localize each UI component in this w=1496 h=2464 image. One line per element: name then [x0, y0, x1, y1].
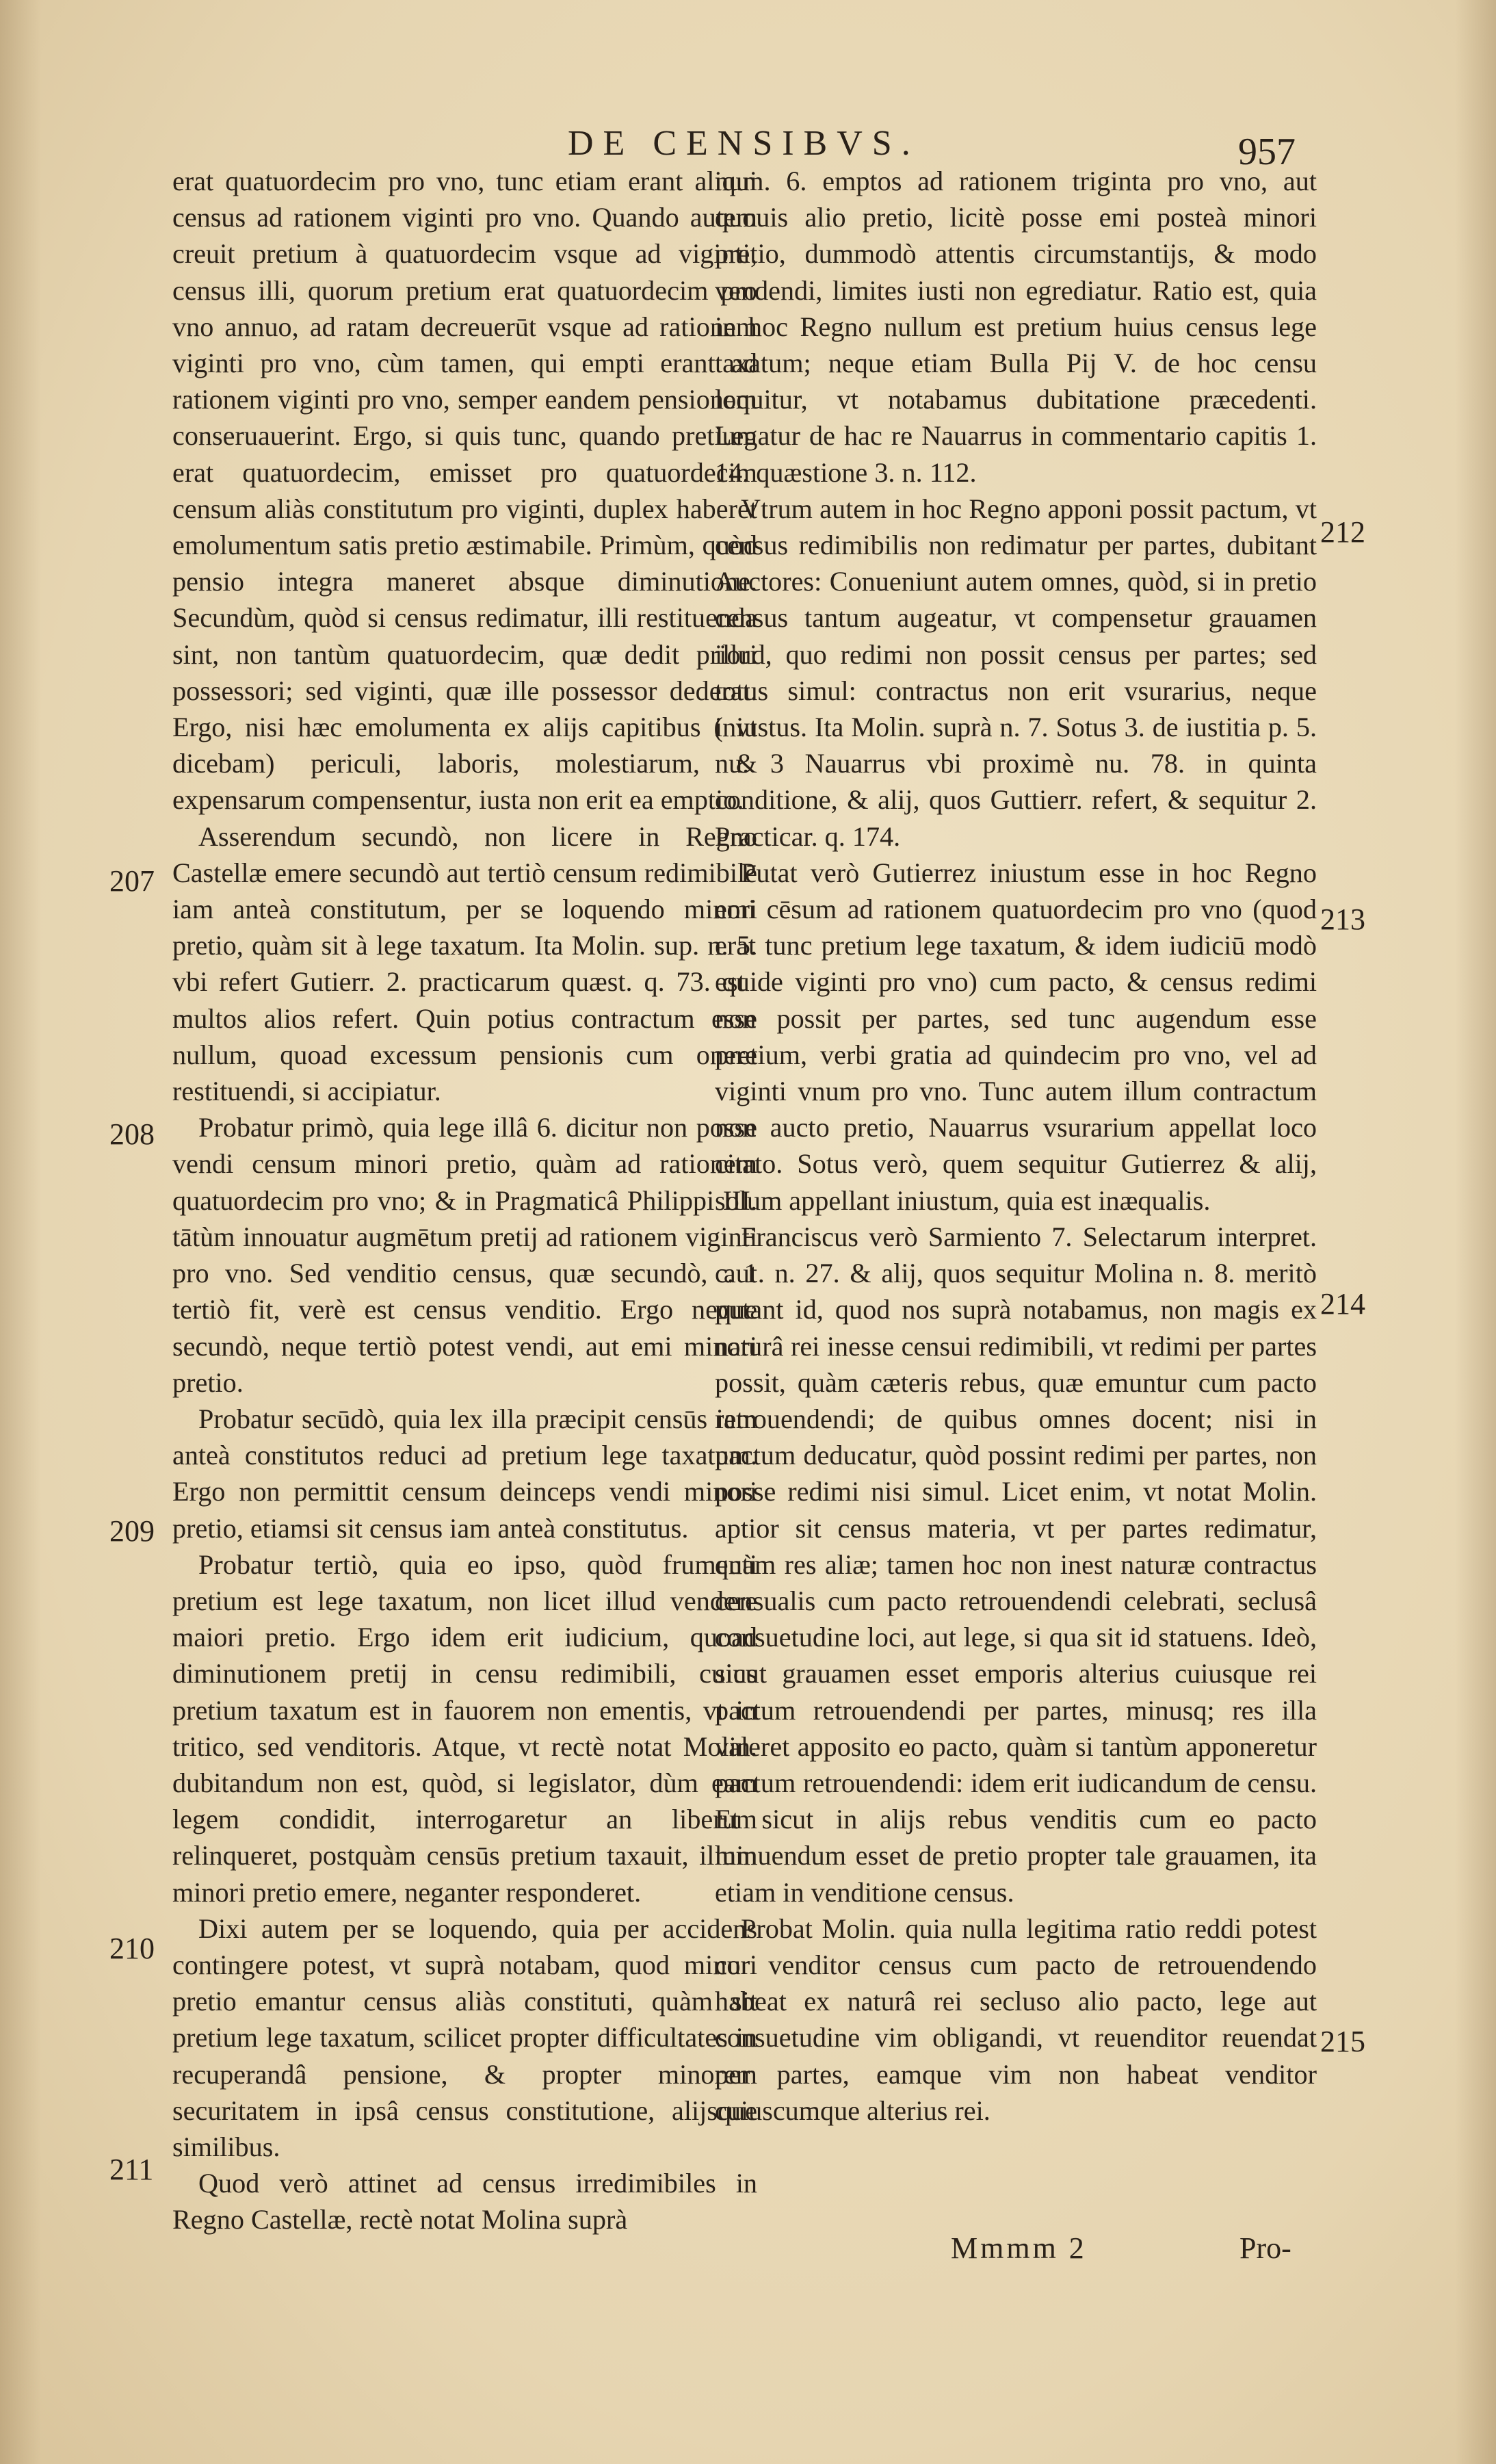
margin-number: 208	[109, 1117, 155, 1151]
page-number: 957	[1238, 131, 1296, 173]
page-edge-shadow	[0, 0, 41, 2464]
left-text-column	[172, 163, 757, 2238]
paragraph: num. 6. emptos ad rationem triginta pro vno, aut quouis alio pretio, licitè posse emi posteà minori pretio, dummodò attentis circumstantijs, & modo vendendi, limites iusti non egrediatur. Ratio est, quia in hoc Regno nullum est pretium huius census lege taxatum; neque etiam Bulla Pij V. de hoc censu loquitur, vt notabamus dubitatione præcedenti. Legatur de hac re Nauarrus in commentario capitis 1. 14. quæstione 3. n. 112.	[715, 166, 1317, 488]
page-edge-shadow	[1455, 0, 1496, 2464]
margin-number: 211	[109, 2153, 154, 2186]
signature-mark: Mmmm 2	[951, 2231, 1087, 2265]
paragraph: Probatur primò, quia lege illâ 6. dicitur non posse vendi censum minori pretio, quàm ad rationem quatuordecim pro vno; & in Pragmaticâ Philippi III. tātùm innouatur augmētum pretij ad rationem viginti pro vno. Sed venditio census, quæ secundò, aut tertiò fit, verè est census venditio. Ergo neque secundò, neque tertiò potest vendi, aut emi minori pretio.	[172, 1112, 757, 1398]
paragraph: erat quatuordecim pro vno, tunc etiam erant aliqui census ad rationem viginti pro vno. Quando autem creuit pretium à quatuordecim vsque ad viginti, census illi, quorum pretium erat quatuordecim pro vno annuo, ad ratam decreuerūt vsque ad rationem viginti pro vno, cùm tamen, qui empti erant ad rationem viginti pro vno, semper eandem pensionem conseruauerint. Ergo, si quis tunc, quando pretium erat quatuordecim, emisset pro quatuordecim censum aliàs constitutum pro viginti, duplex haberet emolumentum satis pretio æstimabile. Primùm, quòd pensio integra maneret absque diminutione. Secundùm, quòd si census redimatur, illi restituenda sint, non tantùm quatuordecim, quæ dedit priori possessori; sed viginti, quæ ille possessor dederat. Ergo, nisi hæc emolumenta ex alijs capitibus ( vt dicebam) periculi, laboris, molestiarum, & expensarum compensentur, iusta non erit ea emptio.	[172, 166, 757, 816]
paragraph: Putat verò Gutierrez iniustum esse in hoc Regno emi cēsum ad rationem quatuordecim pro vno (quod erat tunc pretium lege taxatum, & idem iudiciū modò est de viginti pro vno) cum pacto, & census redimi non possit per partes, sed tunc augendum esse pretium, verbi gratia ad quindecim pro vno, vel ad viginti vnum pro vno. Tunc autem illum contractum non aucto pretio, Nauarrus vsurarium appellat loco citato. Sotus verò, quem sequitur Gutierrez & alij, solum appellant iniustum, quia est inæqualis.	[715, 857, 1317, 1216]
right-text-column	[715, 163, 1317, 2129]
paragraph: Dixi autem per se loquendo, quia per accidens contingere potest, vt suprà notabam, quod minori pretio emantur census aliàs constituti, quàm sit pretium lege taxatum, scilicet propter difficultates in recuperandâ pensione, & propter minorem securitatem in ipsâ census constitutione, alijsque similibus.	[172, 1912, 757, 2162]
paragraph: Vtrum autem in hoc Regno apponi possit pactum, vt census redimibilis non redimatur per partes, dubitant Auctores: Conueniunt autem omnes, quòd, si in pretio census tantum augeatur, vt compensetur grauamen illud, quo redimi non possit census per partes; sed totus simul: contractus non erit vsurarius, neque iniustus. Ita Molin. suprà n. 7. Sotus 3. de iustitia p. 5. nu. 3 Nauarrus vbi proximè nu. 78. in quinta conditione, & alij, quos Guttierr. refert, & sequitur 2. Practicar. q. 174.	[715, 493, 1317, 852]
margin-number: 207	[109, 864, 155, 898]
margin-number: 212	[1320, 515, 1365, 549]
paragraph: Quod verò attinet ad census irredimibiles in Regno Castellæ, rectè notat Molina suprà	[172, 2168, 757, 2235]
paragraph: Franciscus verò Sarmiento 7. Selectarum interpret. c. 1. n. 27. & alij, quos sequitur Molina n. 8. meritò putant id, quod nos suprà notabamus, non magis ex naturâ rei inesse censui redimibili, vt redimi per partes possit, quàm cæteris rebus, quæ emuntur cum pacto retrouendendi; de quibus omnes docent; nisi in pactum deducatur, quòd possint redimi per partes, non posse redimi nisi simul. Licet enim, vt notat Molin. aptior sit census materia, vt per partes redimatur, quàm res aliæ; tamen hoc non inest naturæ contractus censualis cum pacto retrouendendi celebrati, seclusâ consuetudine loci, aut lege, si qua sit id statuens. Ideò, sicut grauamen esset emporis alterius cuiusque rei pactum retrouendendi per partes, minusq; res illa valeret apposito eo pacto, quàm si tantùm apponeretur pactum retrouendendi: idem erit iudicandum de censu. Et sicut in alijs rebus venditis cum eo pacto minuendum esset de pretio propter tale grauamen, ita etiam in venditione census.	[715, 1221, 1317, 1908]
paragraph: Probat Molin. quia nulla legitima ratio reddi potest cur venditor census cum pacto de retrouendendo habeat ex naturâ rei secluso alio pacto, lege aut consuetudine vim obligandi, vt reuenditor reuendat per partes, eamque vim non habeat venditor cuiuscumque alterius rei.	[715, 1912, 1317, 2126]
margin-number: 215	[1320, 2025, 1365, 2058]
running-head: DE CENSIBVS.	[568, 124, 920, 163]
paragraph: Asserendum secundò, non licere in Regno Castellæ emere secundò aut tertiò censum redimibilē iam anteà constitutum, per se loquendo minori pretio, quàm sit à lege taxatum. Ita Molin. sup. n. 5. vbi refert Gutierr. 2. practicarum quæst. q. 73. qui multos alios refert. Quin potius contractum esse nullum, quoad excessum pensionis cum onere restituendi, si accipiatur.	[172, 820, 757, 1107]
margin-number: 210	[109, 1932, 155, 1965]
paragraph: Probatur tertiò, quia eo ipso, quòd frumenti pretium est lege taxatum, non licet illud vendere maiori pretio. Ergo idem erit iudicium, quoad diminutionem pretij in censu redimibili, cuius pretium taxatum est in fauorem non ementis, vt in tritico, sed venditoris. Atque, vt rectè notat Molin. dubitandum non est, quòd, si legislator, dùm eam legem condidit, interrogaretur an liberum relinqueret, postquàm censūs pretium taxauit, illum minori pretio emere, neganter responderet.	[172, 1548, 757, 1908]
catchword: Pro-	[1239, 2231, 1291, 2265]
margin-number: 209	[109, 1514, 155, 1548]
paragraph: Probatur secūdò, quia lex illa præcipit censūs iam anteà constitutos reduci ad pretium lege taxatum. Ergo non permittit censum deinceps vendi minori pretio, etiamsi sit census iam anteà constitutus.	[172, 1403, 757, 1544]
margin-number: 214	[1320, 1287, 1365, 1321]
margin-number: 213	[1320, 903, 1365, 936]
